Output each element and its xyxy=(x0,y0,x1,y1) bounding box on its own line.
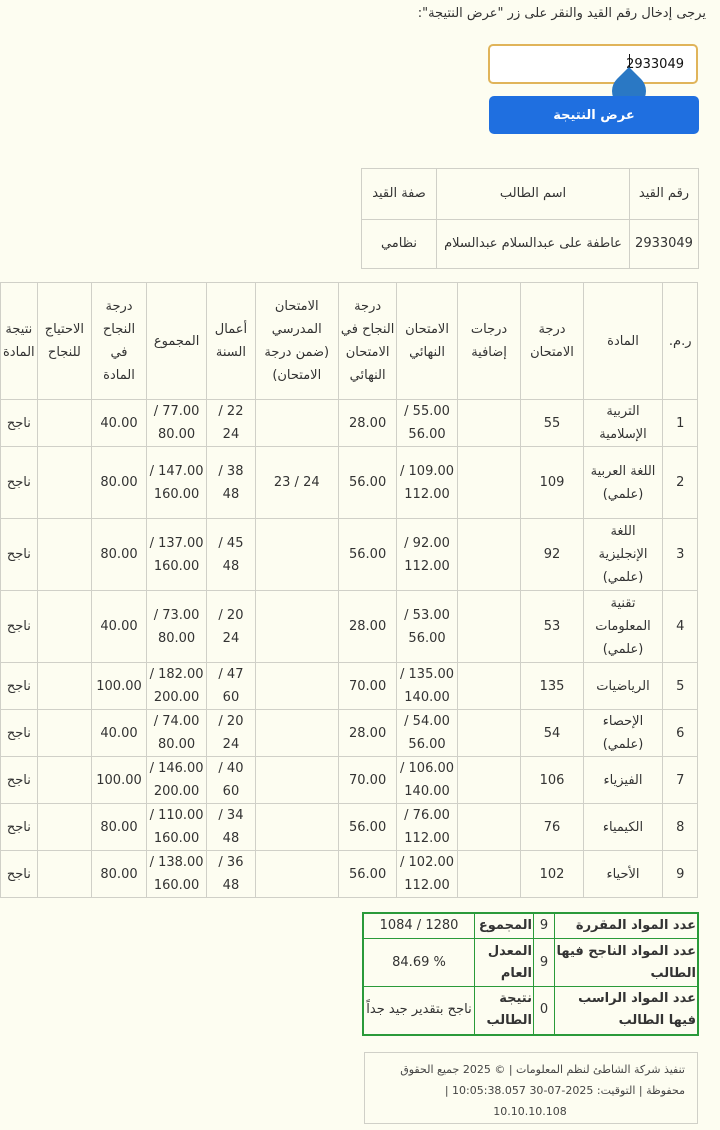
cell-needed-to-pass xyxy=(37,519,91,591)
cell-subject-pass-grade: 40.00 xyxy=(92,710,147,757)
student-info-table xyxy=(361,168,699,269)
cell-final-exam-max: 56.00 xyxy=(408,630,446,646)
cell-extra-grades xyxy=(457,710,521,757)
cell-subject: اللغة العربية (علمي) xyxy=(583,447,663,519)
col-total: المجموع xyxy=(146,283,206,400)
cell-final-exam-max: 140.00 xyxy=(404,690,450,705)
cell-number: 7 xyxy=(663,757,698,804)
cell-number: 4 xyxy=(663,591,698,663)
cell-year-work xyxy=(207,710,255,757)
summary-table xyxy=(362,912,699,1036)
cell-extra-grades xyxy=(457,663,521,710)
cell-total xyxy=(146,757,206,804)
cell-year-work xyxy=(207,591,255,663)
cell-total-value: 137.00 / xyxy=(149,535,204,551)
cell-subject-result: ناجح xyxy=(1,447,38,519)
cell-subject-result: ناجح xyxy=(1,519,38,591)
cell-final-exam xyxy=(397,519,457,591)
table-row xyxy=(1,447,698,519)
cell-subject-pass-grade: 80.00 xyxy=(92,519,147,591)
cell-final-pass-grade: 70.00 xyxy=(338,663,396,710)
col-school-exam: الامتحان المدرسي (ضمن درجة الامتحان) xyxy=(255,283,338,400)
instruction-text: يرجى إدخال رقم القيد والنقر على زر "عرض النتيجة": xyxy=(417,6,706,21)
cell-year-work-max: 48 xyxy=(222,486,240,502)
cell-extra-grades xyxy=(457,400,521,447)
subjects-count-label: عدد المواد المقررة xyxy=(555,913,699,939)
cell-extra-grades xyxy=(457,519,521,591)
cell-final-exam-max: 140.00 xyxy=(404,784,450,799)
cell-year-work-max: 24 xyxy=(222,737,240,752)
cell-final-exam xyxy=(397,804,457,851)
cell-extra-grades xyxy=(457,851,521,898)
gpa-value: % 84.69 xyxy=(363,939,475,987)
cell-subject-pass-grade: 100.00 xyxy=(92,663,147,710)
cell-number: 9 xyxy=(663,851,698,898)
cell-subject-result: ناجح xyxy=(1,591,38,663)
total-value: 1280 / 1084 xyxy=(363,913,475,939)
col-subject: المادة xyxy=(583,283,663,400)
cell-year-work xyxy=(207,804,255,851)
cell-subject-result: ناجح xyxy=(1,710,38,757)
cell-year-work xyxy=(207,663,255,710)
cell-year-work-value: 45 / xyxy=(218,535,244,551)
cell-final-exam-value: 92.00 / xyxy=(404,535,450,551)
cell-exam-grade: 102 xyxy=(521,851,583,898)
cell-year-work xyxy=(207,400,255,447)
cell-exam-grade: 106 xyxy=(521,757,583,804)
cell-needed-to-pass xyxy=(37,591,91,663)
cell-exam-grade: 109 xyxy=(521,447,583,519)
cell-extra-grades xyxy=(457,804,521,851)
cell-needed-to-pass xyxy=(37,851,91,898)
cell-final-exam-value: 109.00 / xyxy=(400,463,455,479)
passed-count-label: عدد المواد الناجح فيها الطالب xyxy=(555,939,699,987)
cell-year-work-max: 60 xyxy=(222,784,240,799)
cell-number: 6 xyxy=(663,710,698,757)
cell-year-work-max: 48 xyxy=(222,558,240,574)
cell-year-work-value: 36 / xyxy=(218,855,244,870)
cell-final-pass-grade: 56.00 xyxy=(338,519,396,591)
cell-total xyxy=(146,519,206,591)
cell-number: 8 xyxy=(663,804,698,851)
cell-year-work-value: 20 / xyxy=(218,714,244,729)
cell-subject-pass-grade: 80.00 xyxy=(92,851,147,898)
cell-school-exam xyxy=(255,519,338,591)
cell-total xyxy=(146,663,206,710)
table-row xyxy=(1,851,698,898)
col-year-work: أعمال السنة xyxy=(207,283,255,400)
footer-copyright: تنفيذ شركة الشاطئ لنظم المعلومات | © 2025 جميع الحقوق محفوظة | التوقيت: 2025-07-30 10:05:38.057 | xyxy=(400,1063,685,1097)
cell-total-max: 80.00 xyxy=(157,737,196,752)
cell-school-exam xyxy=(255,851,338,898)
cell-total-max: 200.00 xyxy=(153,690,200,705)
cell-final-exam-value: 135.00 / xyxy=(400,667,455,682)
cell-year-work-value: 22 / xyxy=(218,404,244,419)
cell-final-exam-max: 112.00 xyxy=(404,486,450,502)
cell-subject-pass-grade: 80.00 xyxy=(92,447,147,519)
cell-needed-to-pass xyxy=(37,400,91,447)
col-extra-grades: درجات إضافية xyxy=(457,283,521,400)
col-final-pass-grade: درجة النجاح في الامتحان النهائي xyxy=(338,283,396,400)
cell-subject: الكيمياء xyxy=(583,804,663,851)
cell-total xyxy=(146,591,206,663)
cell-subject: تقنية المعلومات (علمي) xyxy=(583,591,663,663)
cell-school-exam xyxy=(255,757,338,804)
cell-subject: التربية الإسلامية xyxy=(583,400,663,447)
cell-final-exam xyxy=(397,447,457,519)
student-id-input[interactable] xyxy=(488,44,698,84)
passed-count-value: 9 xyxy=(534,939,555,987)
col-exam-grade: درجة الامتحان xyxy=(521,283,583,400)
student-result-value: ناجح بتقدير جيد جداً xyxy=(363,987,475,1035)
cell-year-work-value: 47 / xyxy=(218,667,244,682)
cell-subject-pass-grade: 40.00 xyxy=(92,400,147,447)
cell-year-work xyxy=(207,757,255,804)
cell-final-exam-max: 112.00 xyxy=(404,878,450,893)
cell-needed-to-pass xyxy=(37,663,91,710)
cell-number: 3 xyxy=(663,519,698,591)
failed-count-value: 0 xyxy=(534,987,555,1035)
cell-total-max: 200.00 xyxy=(153,784,200,799)
cell-final-exam-max: 56.00 xyxy=(408,427,446,442)
cell-year-work xyxy=(207,447,255,519)
cell-final-exam-max: 112.00 xyxy=(404,831,450,846)
table-row xyxy=(1,519,698,591)
cell-total-value: 138.00 / xyxy=(149,855,204,870)
cell-year-work xyxy=(207,519,255,591)
cell-total-value: 73.00 / xyxy=(153,607,200,623)
cell-year-work-max: 24 xyxy=(222,630,240,646)
cell-final-exam xyxy=(397,400,457,447)
total-label: المجموع xyxy=(475,913,534,939)
cell-subject: الأحياء xyxy=(583,851,663,898)
show-result-button[interactable]: عرض النتيجة xyxy=(489,96,699,134)
cell-year-work xyxy=(207,851,255,898)
cell-total-max: 160.00 xyxy=(153,486,200,502)
cell-exam-grade: 135 xyxy=(521,663,583,710)
cell-total-value: 110.00 / xyxy=(149,808,204,823)
cell-total-value: 146.00 / xyxy=(149,761,204,776)
cell-final-pass-grade: 56.00 xyxy=(338,851,396,898)
cell-exam-grade: 55 xyxy=(521,400,583,447)
cell-year-work-value: 34 / xyxy=(218,808,244,823)
cell-exam-grade: 92 xyxy=(521,519,583,591)
cell-final-pass-grade: 56.00 xyxy=(338,447,396,519)
student-name-value: عاطفة على عبدالسلام عبدالسلام xyxy=(437,220,630,269)
cell-subject: الفيزياء xyxy=(583,757,663,804)
cell-total-max: 160.00 xyxy=(153,558,200,574)
cell-needed-to-pass xyxy=(37,757,91,804)
cell-total-value: 147.00 / xyxy=(149,463,204,479)
cell-extra-grades xyxy=(457,591,521,663)
cell-year-work-max: 48 xyxy=(222,831,240,846)
table-row xyxy=(1,804,698,851)
cell-final-exam-value: 102.00 / xyxy=(400,855,455,870)
cell-final-pass-grade: 28.00 xyxy=(338,591,396,663)
enrollment-status-value: نظامي xyxy=(362,220,437,269)
cell-total-value: 74.00 / xyxy=(153,714,200,729)
cell-number: 2 xyxy=(663,447,698,519)
cell-subject-result: ناجح xyxy=(1,400,38,447)
cell-subject: الرياضيات xyxy=(583,663,663,710)
col-needed-to-pass: الاحتياج للنجاح xyxy=(37,283,91,400)
cell-final-exam xyxy=(397,851,457,898)
cell-subject-pass-grade: 80.00 xyxy=(92,804,147,851)
cell-total-value: 77.00 / xyxy=(153,404,200,419)
grades-table xyxy=(0,282,698,898)
cell-school-exam xyxy=(255,710,338,757)
table-row xyxy=(1,663,698,710)
cell-total-max: 160.00 xyxy=(153,878,200,893)
cell-subject: الإحصاء (علمي) xyxy=(583,710,663,757)
cell-final-pass-grade: 70.00 xyxy=(338,757,396,804)
cell-extra-grades xyxy=(457,757,521,804)
cell-school-exam: 24 / 23 xyxy=(255,447,338,519)
cell-subject-result: ناجح xyxy=(1,851,38,898)
col-subject-pass-grade: درجة النجاح في المادة xyxy=(92,283,147,400)
cell-year-work-max: 48 xyxy=(222,878,240,893)
cell-final-pass-grade: 56.00 xyxy=(338,804,396,851)
cell-final-exam-value: 55.00 / xyxy=(404,404,450,419)
cell-subject: اللغة الإنجليزية (علمي) xyxy=(583,519,663,591)
cell-school-exam xyxy=(255,400,338,447)
cell-needed-to-pass xyxy=(37,710,91,757)
cell-year-work-value: 38 / xyxy=(218,463,244,479)
cell-exam-grade: 76 xyxy=(521,804,583,851)
student-id-value: 2933049 xyxy=(630,220,699,269)
table-row xyxy=(1,757,698,804)
cell-final-exam-value: 54.00 / xyxy=(404,714,450,729)
header-student-id: رقم القيد xyxy=(630,169,699,220)
cell-extra-grades xyxy=(457,447,521,519)
cell-final-pass-grade: 28.00 xyxy=(338,710,396,757)
student-result-label: نتيجة الطالب xyxy=(475,987,534,1035)
cell-year-work-max: 24 xyxy=(222,427,240,442)
cell-year-work-value: 40 / xyxy=(218,761,244,776)
cell-final-exam xyxy=(397,591,457,663)
cell-total-max: 80.00 xyxy=(157,630,196,646)
cell-exam-grade: 53 xyxy=(521,591,583,663)
cell-needed-to-pass xyxy=(37,447,91,519)
cell-school-exam xyxy=(255,591,338,663)
cell-number: 1 xyxy=(663,400,698,447)
cell-final-exam xyxy=(397,757,457,804)
cell-total-value: 182.00 / xyxy=(149,667,204,682)
subjects-count-value: 9 xyxy=(534,913,555,939)
failed-count-label: عدد المواد الراسب فيها الطالب xyxy=(555,987,699,1035)
header-enrollment-status: صفة القيد xyxy=(362,169,437,220)
cell-subject-result: ناجح xyxy=(1,804,38,851)
cell-total-max: 80.00 xyxy=(157,427,196,442)
cell-final-exam-max: 112.00 xyxy=(404,558,450,574)
cell-total xyxy=(146,710,206,757)
col-final-exam: الامتحان النهائي xyxy=(397,283,457,400)
cell-final-exam-value: 76.00 / xyxy=(404,808,450,823)
cell-subject-result: ناجح xyxy=(1,663,38,710)
cell-year-work-value: 20 / xyxy=(218,607,244,623)
cell-total xyxy=(146,804,206,851)
table-row xyxy=(1,591,698,663)
cell-total xyxy=(146,400,206,447)
cell-total xyxy=(146,447,206,519)
cell-number: 5 xyxy=(663,663,698,710)
cell-final-exam-value: 53.00 / xyxy=(404,607,450,623)
table-row xyxy=(1,710,698,757)
cell-school-exam xyxy=(255,663,338,710)
cell-school-exam xyxy=(255,804,338,851)
cell-subject-pass-grade: 40.00 xyxy=(92,591,147,663)
col-subject-result: نتيجة المادة xyxy=(1,283,38,400)
cell-subject-result: ناجح xyxy=(1,757,38,804)
cell-final-exam xyxy=(397,710,457,757)
footer xyxy=(364,1052,698,1124)
table-row xyxy=(1,400,698,447)
footer-ip-address: 10.10.10.108 xyxy=(493,1105,567,1118)
cell-year-work-max: 60 xyxy=(222,690,240,705)
gpa-label: المعدل العام xyxy=(475,939,534,987)
cell-final-exam xyxy=(397,663,457,710)
cell-final-exam-max: 56.00 xyxy=(408,737,446,752)
cell-final-pass-grade: 28.00 xyxy=(338,400,396,447)
cell-exam-grade: 54 xyxy=(521,710,583,757)
cell-final-exam-value: 106.00 / xyxy=(400,761,455,776)
header-student-name: اسم الطالب xyxy=(437,169,630,220)
cell-subject-pass-grade: 100.00 xyxy=(92,757,147,804)
col-number: ر.م. xyxy=(663,283,698,400)
cell-total-max: 160.00 xyxy=(153,831,200,846)
cell-total xyxy=(146,851,206,898)
cell-needed-to-pass xyxy=(37,804,91,851)
